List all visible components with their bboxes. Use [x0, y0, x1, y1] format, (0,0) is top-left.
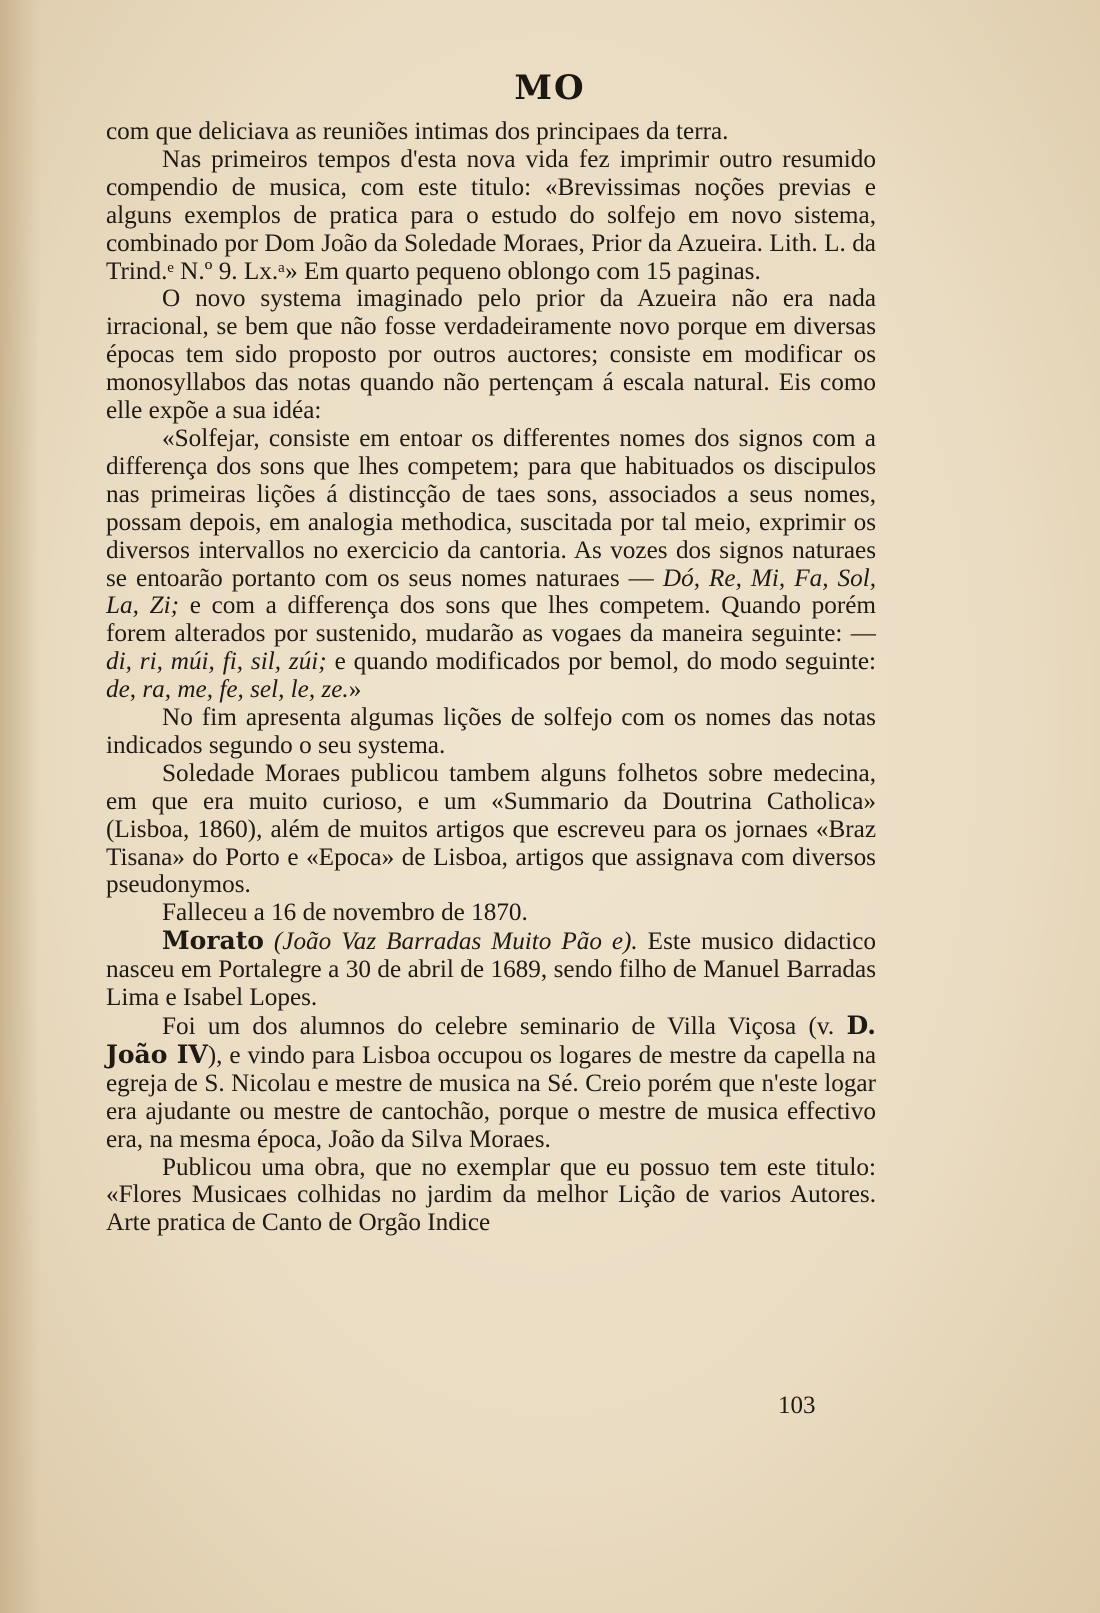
- entry-fullname: (João Vaz Barradas Muito Pão e).: [263, 928, 638, 956]
- running-title: MO: [514, 68, 586, 108]
- paragraph-3: O novo systema imaginado pelo prior da Azueira não era nada irracional, se bem que não fosse verdadeiramente novo porque em diversas épocas tem sido proposto por outros auctores; consiste em modificar os monosyllabos das notas quando não pertençam á escala natural. Eis como elle expõe a sua idéa:: [106, 285, 876, 425]
- sharp-note-names: di, ri, múi, fi, sil, zúi;: [106, 648, 327, 676]
- quote-text-d: »: [348, 676, 362, 704]
- p9-text-a: Foi um dos alumnos do celebre seminario de Villa Viçosa (v.: [162, 1013, 847, 1040]
- body-text: [106, 118, 876, 1237]
- flat-note-names: de, ra, me, fe, sel, le, ze.: [106, 676, 349, 704]
- page-edge-shadow: [0, 0, 40, 1613]
- natural-note-names: Dó, Re, Mi, Fa, Sol, La, Zi;: [106, 564, 877, 620]
- entry-text: Este musico didactico nasceu em Portalegre a 30 de abril de 1689, sendo filho de Manuel Barradas Lima e Isabel Lopes.: [106, 928, 877, 1012]
- paragraph-4-quote: [106, 425, 876, 704]
- paragraph-7: Falleceu a 16 de novembro de 1870.: [162, 899, 528, 927]
- paragraph-2: Nas primeiros tempos d'esta nova vida fez imprimir outro resumido compendio de musica, com este titulo: «Brevissimas noções previas e alguns exemplos de pratica para o estudo do solfejo em novo sistema, combinado por Dom João da Soledade Moraes, Prior da Azueira. Lith. L. da Trind.ᵉ N.º 9. Lx.ᵃ» Em quarto pequeno oblongo com 15 paginas.: [106, 145, 876, 285]
- quote-text-c: e quando modificados por bemol, do modo seguinte:: [326, 648, 877, 676]
- entry-headword: Morato: [162, 926, 264, 956]
- page-number: 103: [778, 1392, 816, 1419]
- paragraph-8-entry: [106, 927, 876, 1012]
- paragraph-9: [106, 1012, 876, 1154]
- p9-text-b: ), e vindo para Lisboa occupou os logares de mestre da capella na egreja de S. Nicolau e mestre de musica na Sé. Creio porém que n'este logar era ajudante ou mestre de cantochão, porque o mestre de musica effectivo era, na mesma época, João da Silva Moraes.: [106, 1041, 876, 1153]
- cross-reference: D. João IV: [106, 1011, 876, 1069]
- paragraph-5: No fim apresenta algumas lições de solfejo com os nomes das notas indicados segundo o seu systema.: [106, 704, 876, 759]
- paragraph-1: com que deliciava as reuniões intimas dos principaes da terra.: [106, 118, 729, 145]
- quote-text-a: «Solfejar, consiste em entoar os differentes nomes dos signos com a differença dos sons que lhes competem; para que habituados os discipulos nas primeiras lições á distincção de taes sons, associados a seus nomes, possam depois, em analogia methodica, suscitada por tal meio, exprimir os diversos intervallos no exercicio da cantoria. As vozes dos signos naturaes se entoarão portanto com os seus nomes naturaes —: [106, 424, 876, 592]
- quote-text-b: e com a differença dos sons que lhes competem. Quando porém forem alterados por sustenido, mudarão as vogaes da maneira seguinte: —: [106, 592, 876, 648]
- paragraph-6: Soledade Moraes publicou tambem alguns folhetos sobre medecina, em que era muito curioso, e um «Summario da Doutrina Catholica» (Lisboa, 1860), além de muitos artigos que escreveu para os jornaes «Braz Tisana» do Porto e «Epoca» de Lisboa, artigos que assignava com diversos pseudonymos.: [106, 759, 876, 899]
- paragraph-10: Publicou uma obra, que no exemplar que eu possuo tem este titulo: «Flores Musicaes colhidas no jardim da melhor Lição de varios Autores. Arte pratica de Canto de Orgão Indice: [106, 1153, 876, 1237]
